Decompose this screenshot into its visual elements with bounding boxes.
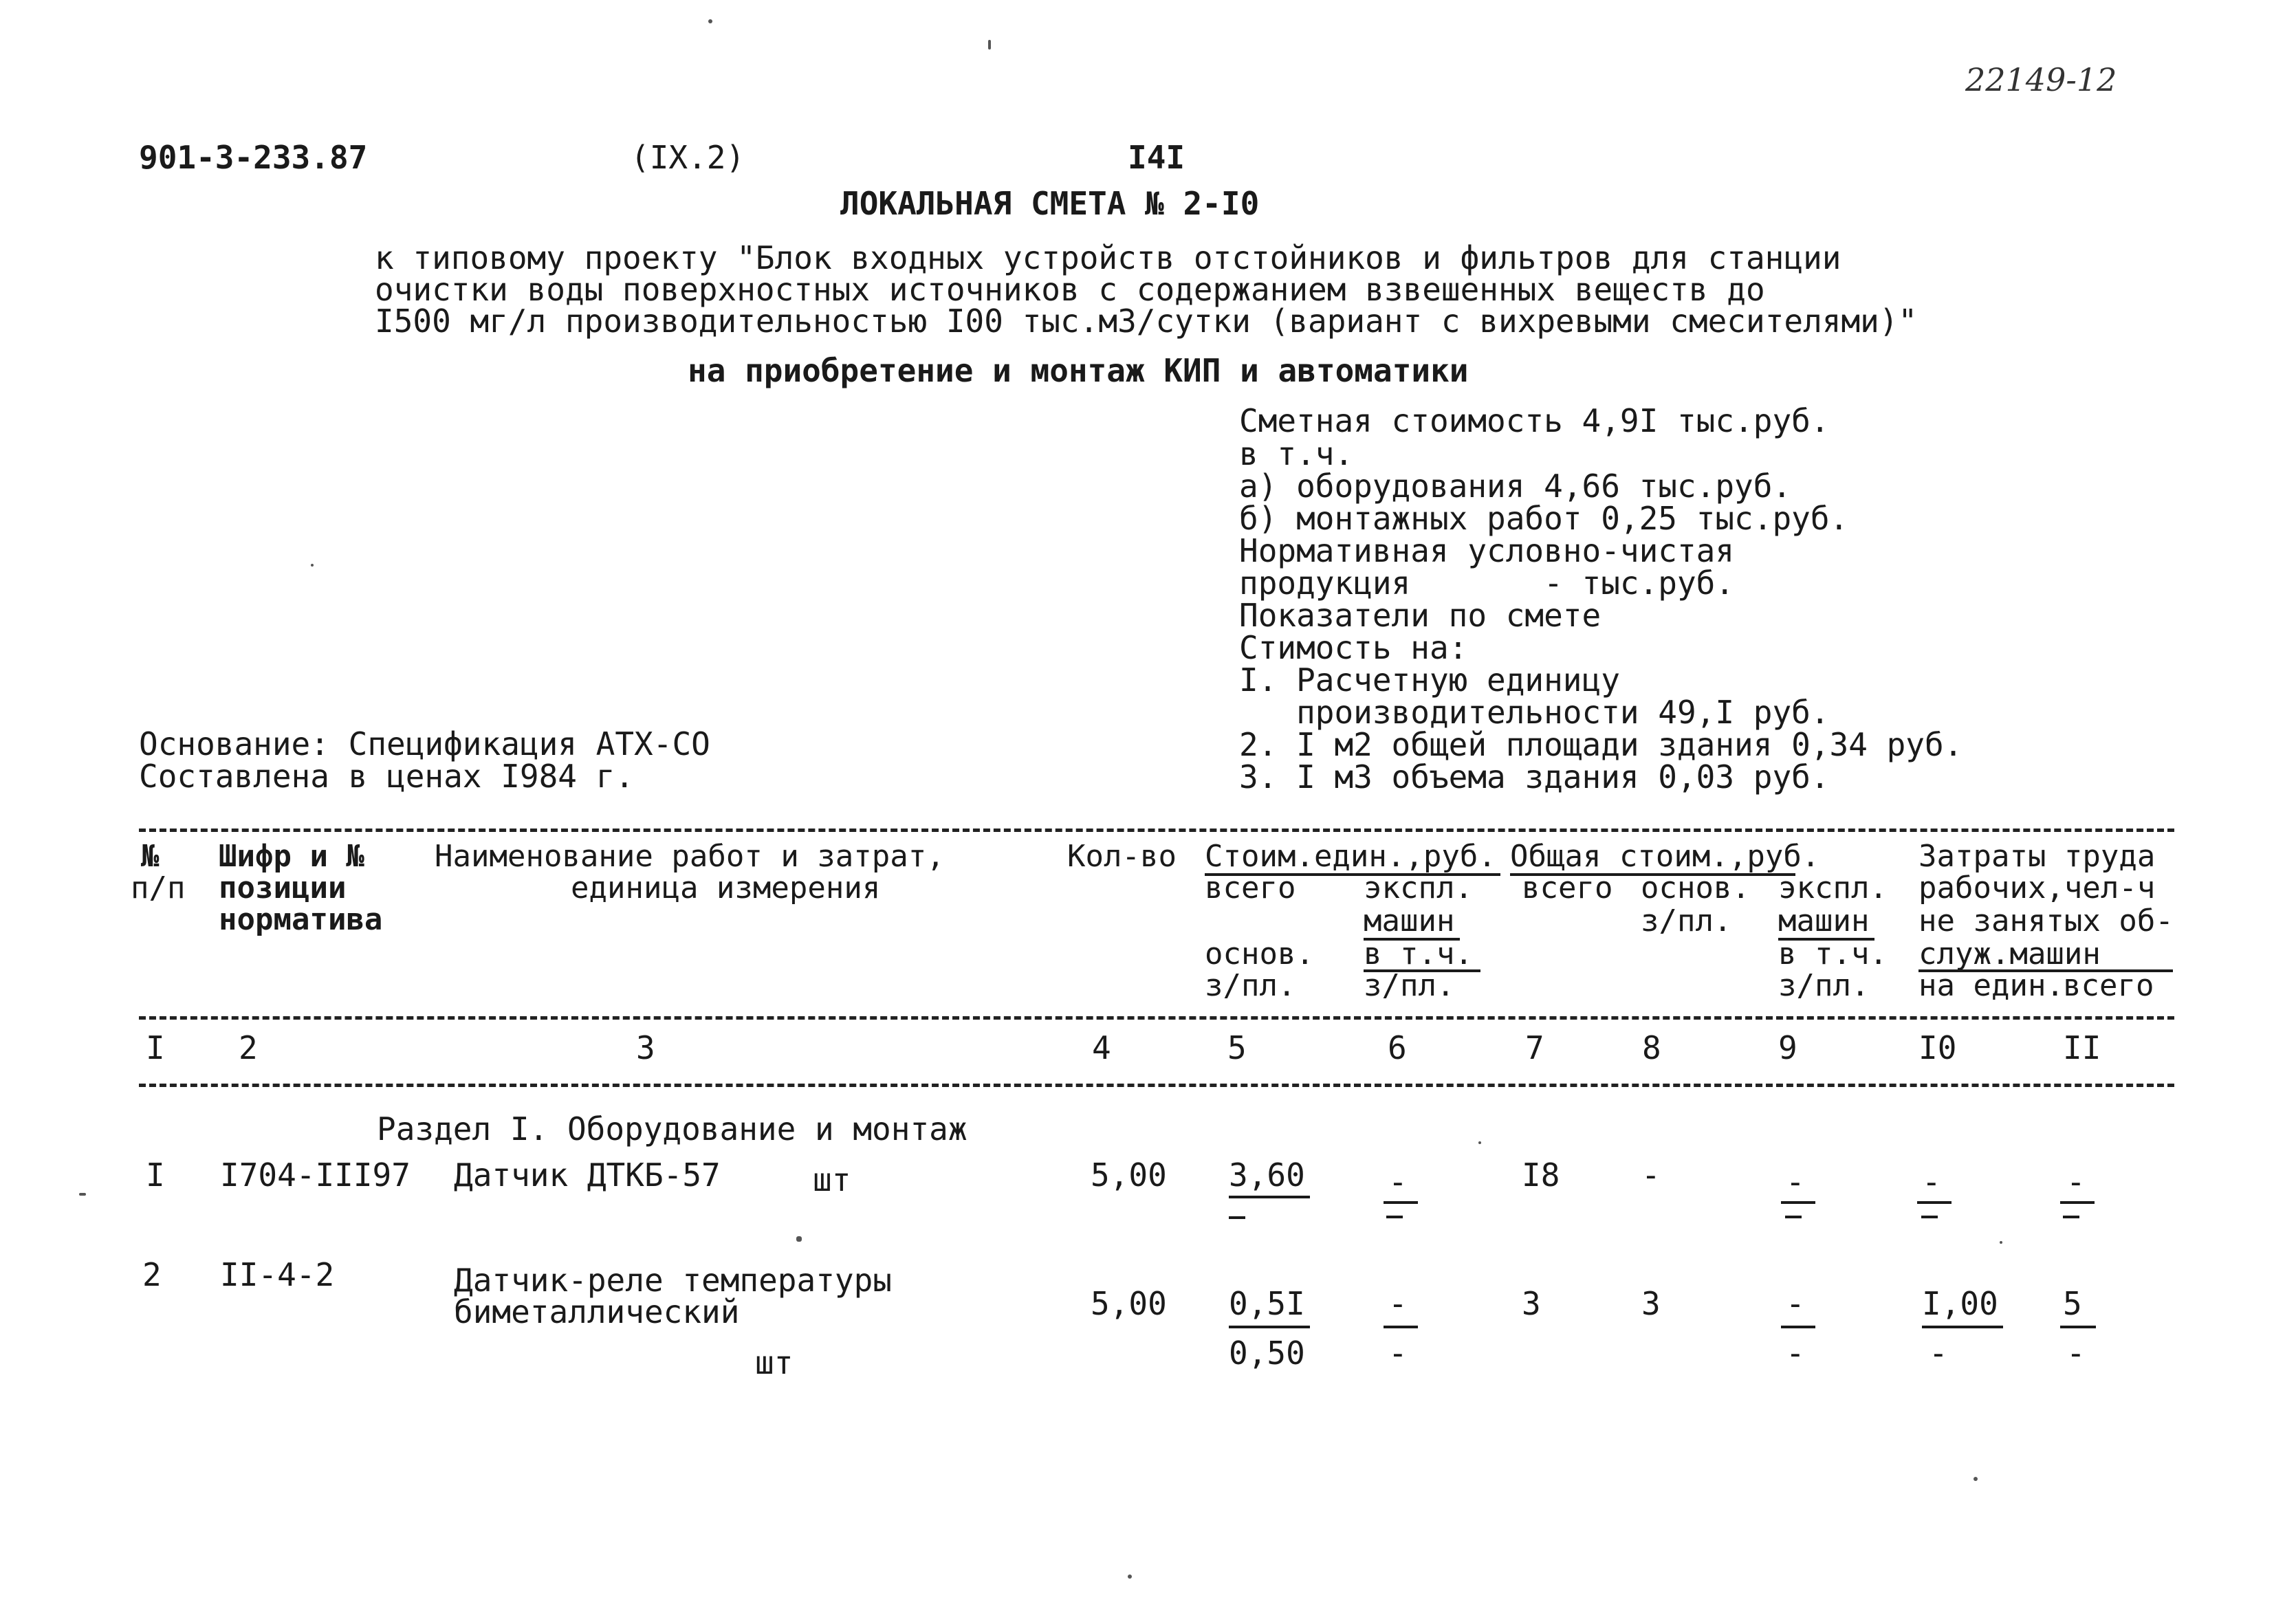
column-number: 4 bbox=[1092, 1029, 1111, 1066]
row-unit: шт bbox=[755, 1344, 794, 1381]
col-10-header: на един. bbox=[1918, 968, 2064, 1003]
scan-speck bbox=[1478, 1141, 1481, 1144]
col-3-header: Наименование работ и затрат, bbox=[435, 839, 945, 874]
page-number: I4I bbox=[1128, 139, 1185, 176]
blank-mark bbox=[1781, 1326, 1815, 1328]
handwritten-number: 22149-12 bbox=[1965, 61, 2117, 98]
column-number: 7 bbox=[1525, 1029, 1544, 1066]
row-total-base: 3 bbox=[1641, 1285, 1661, 1322]
col-4-header: Кол-во bbox=[1067, 839, 1177, 874]
doc-code: 901-3-233.87 bbox=[139, 139, 368, 176]
col-2-header: позиции bbox=[219, 870, 347, 906]
blank-mark bbox=[1917, 1201, 1952, 1204]
column-number: II bbox=[2063, 1029, 2101, 1066]
col-9-header: в т.ч. bbox=[1778, 936, 1888, 972]
row-labor-total-2: - bbox=[2066, 1335, 2086, 1372]
row-price-ops: - bbox=[1388, 1285, 1408, 1322]
row-total: 3 bbox=[1522, 1285, 1541, 1322]
col-6-header: экспл. bbox=[1364, 870, 1473, 906]
compiled-prices: Составлена в ценах I984 г. bbox=[139, 758, 635, 795]
cost-line: производительности 49,I руб. bbox=[1239, 694, 1830, 731]
row-price-base: 0,50 bbox=[1229, 1335, 1305, 1372]
col-8-header: з/пл. bbox=[1641, 903, 1732, 939]
column-number: 2 bbox=[239, 1029, 258, 1066]
row-total-ops: - bbox=[1786, 1285, 1805, 1322]
scan-speck bbox=[2000, 1241, 2002, 1244]
row-price-total: 0,5I bbox=[1229, 1285, 1305, 1322]
row-price-ops: - bbox=[1388, 1163, 1408, 1200]
column-number: 9 bbox=[1778, 1029, 1797, 1066]
row-total-ops-wage: - bbox=[1786, 1335, 1805, 1372]
row-name: биметаллический bbox=[454, 1293, 740, 1330]
cost-line: Стимость на: bbox=[1239, 629, 1468, 666]
estimate-purpose: на приобретение и монтаж КИП и автоматики bbox=[688, 352, 1469, 389]
row-price-total: 3,60 bbox=[1229, 1156, 1305, 1194]
blank-mark bbox=[2060, 1201, 2095, 1204]
col-7-header: всего bbox=[1522, 870, 1613, 906]
cost-line: 3. I м3 объема здания 0,03 руб. bbox=[1239, 758, 1830, 795]
blank-mark bbox=[1785, 1216, 1802, 1218]
col-7-group-header: Общая стоим.,руб. bbox=[1510, 839, 1820, 874]
album-ref: (IX.2) bbox=[631, 139, 745, 176]
col-10-group-header: не занятых об- bbox=[1918, 903, 2174, 939]
page-title: ЛОКАЛЬНАЯ СМЕТА № 2-I0 bbox=[840, 185, 1260, 222]
col-2-header: Шифр и № bbox=[219, 839, 364, 874]
subtitle-line-1: к типовому проекту "Блок входных устройств отстойников и фильтров для станции bbox=[375, 239, 1841, 276]
col-6-header: в т.ч. bbox=[1364, 936, 1473, 972]
column-numbers-rule bbox=[139, 1084, 2174, 1087]
cost-line: а) оборудования 4,66 тыс.руб. bbox=[1239, 468, 1792, 505]
blank-mark bbox=[1781, 1201, 1815, 1204]
basis: Основание: Спецификация АТХ-СО bbox=[139, 725, 710, 762]
row-code: II-4-2 bbox=[220, 1256, 335, 1293]
scan-speck bbox=[1974, 1477, 1978, 1481]
row-code: I704-III97 bbox=[220, 1156, 411, 1194]
table-top-rule bbox=[139, 829, 2174, 832]
row-qty: 5,00 bbox=[1091, 1156, 1167, 1194]
col-5-header: з/пл. bbox=[1205, 968, 1296, 1003]
price-underline bbox=[1229, 1196, 1310, 1198]
column-number: 6 bbox=[1388, 1029, 1407, 1066]
col-5-header: всего bbox=[1205, 870, 1296, 906]
cost-line: б) монтажных работ 0,25 тыс.руб. bbox=[1239, 500, 1849, 537]
section-title: Раздел I. Оборудование и монтаж bbox=[377, 1110, 967, 1148]
column-number: 8 bbox=[1642, 1029, 1661, 1066]
cost-line: 2. I м2 общей площади здания 0,34 руб. bbox=[1239, 726, 1963, 763]
cost-line: Нормативная условно-чистая bbox=[1239, 532, 1735, 569]
labor-underline bbox=[1922, 1326, 2003, 1328]
cost-line: продукция - тыс.руб. bbox=[1239, 564, 1735, 602]
row-qty: 5,00 bbox=[1091, 1285, 1167, 1322]
row-labor-unit: - bbox=[1922, 1163, 1941, 1200]
header-bottom-rule bbox=[139, 1016, 2174, 1020]
scan-speck bbox=[79, 1193, 86, 1196]
col-9-header: экспл. bbox=[1778, 870, 1888, 906]
col-11-header: всего bbox=[2063, 968, 2154, 1003]
scan-speck bbox=[988, 40, 991, 50]
labor-underline bbox=[2060, 1326, 2096, 1328]
cost-line: в т.ч. bbox=[1239, 435, 1354, 472]
col-9-header: машин bbox=[1778, 903, 1870, 939]
col-1-header: № bbox=[141, 839, 160, 874]
subtitle-line-2: очистки воды поверхностных источников с содержанием взвешенных веществ до bbox=[375, 271, 1765, 308]
price-underline bbox=[1229, 1326, 1310, 1328]
column-number: I0 bbox=[1918, 1029, 1957, 1066]
row-name: Датчик-реле температуры bbox=[454, 1262, 892, 1299]
col-2-header: норматива bbox=[219, 902, 383, 937]
row-number: 2 bbox=[142, 1256, 162, 1293]
row-total: I8 bbox=[1522, 1156, 1560, 1194]
column-number: 3 bbox=[636, 1029, 655, 1066]
col-6-header: машин bbox=[1364, 903, 1455, 939]
blank-mark bbox=[1384, 1201, 1418, 1204]
col-5-header: основ. bbox=[1205, 936, 1314, 972]
row-total-base: - bbox=[1641, 1156, 1661, 1194]
cost-line: Показатели по смете bbox=[1239, 597, 1601, 634]
column-number: 5 bbox=[1227, 1029, 1247, 1066]
col-6-header: з/пл. bbox=[1364, 968, 1455, 1003]
row-labor-unit-2: - bbox=[1929, 1335, 1948, 1372]
row-name: Датчик ДТКБ-57 bbox=[454, 1156, 721, 1194]
row-labor-total: - bbox=[2066, 1163, 2086, 1200]
col-8-header: основ. bbox=[1641, 870, 1750, 906]
col-9-header: з/пл. bbox=[1778, 968, 1870, 1003]
row-total-ops: - bbox=[1786, 1163, 1805, 1200]
column-number: I bbox=[146, 1029, 165, 1066]
col-3-header: единица измерения bbox=[571, 870, 881, 906]
scan-speck bbox=[796, 1236, 802, 1242]
cost-line: I. Расчетную единицу bbox=[1239, 661, 1620, 699]
blank-mark bbox=[2063, 1216, 2079, 1218]
col-5-group-header: Стоим.един.,руб. bbox=[1205, 839, 1496, 874]
cost-line: Сметная стоимость 4,9I тыс.руб. bbox=[1239, 402, 1830, 439]
blank-mark bbox=[1384, 1326, 1418, 1328]
col-10-group-header: Затраты труда bbox=[1918, 839, 2156, 874]
blank-mark bbox=[1229, 1216, 1245, 1219]
subtitle-line-3: I500 мг/л производительностью I00 тыс.м3/сутки (вариант с вихревыми смесителями)" bbox=[375, 303, 1918, 340]
row-price-ops-wage: - bbox=[1388, 1335, 1408, 1372]
col-10-group-header: рабочих,чел-ч bbox=[1918, 870, 2156, 906]
row-labor-unit: I,00 bbox=[1922, 1285, 1998, 1322]
row-number: I bbox=[146, 1156, 165, 1194]
scan-speck bbox=[708, 19, 712, 23]
scan-speck bbox=[1128, 1574, 1132, 1579]
row-unit: шт bbox=[813, 1161, 851, 1198]
blank-mark bbox=[1386, 1216, 1403, 1218]
col-1-header: п/п bbox=[131, 870, 186, 906]
col-10-group-header: служ.машин bbox=[1918, 936, 2101, 972]
scan-speck bbox=[311, 564, 314, 567]
blank-mark bbox=[1921, 1216, 1938, 1218]
row-labor-total: 5 bbox=[2063, 1285, 2082, 1322]
